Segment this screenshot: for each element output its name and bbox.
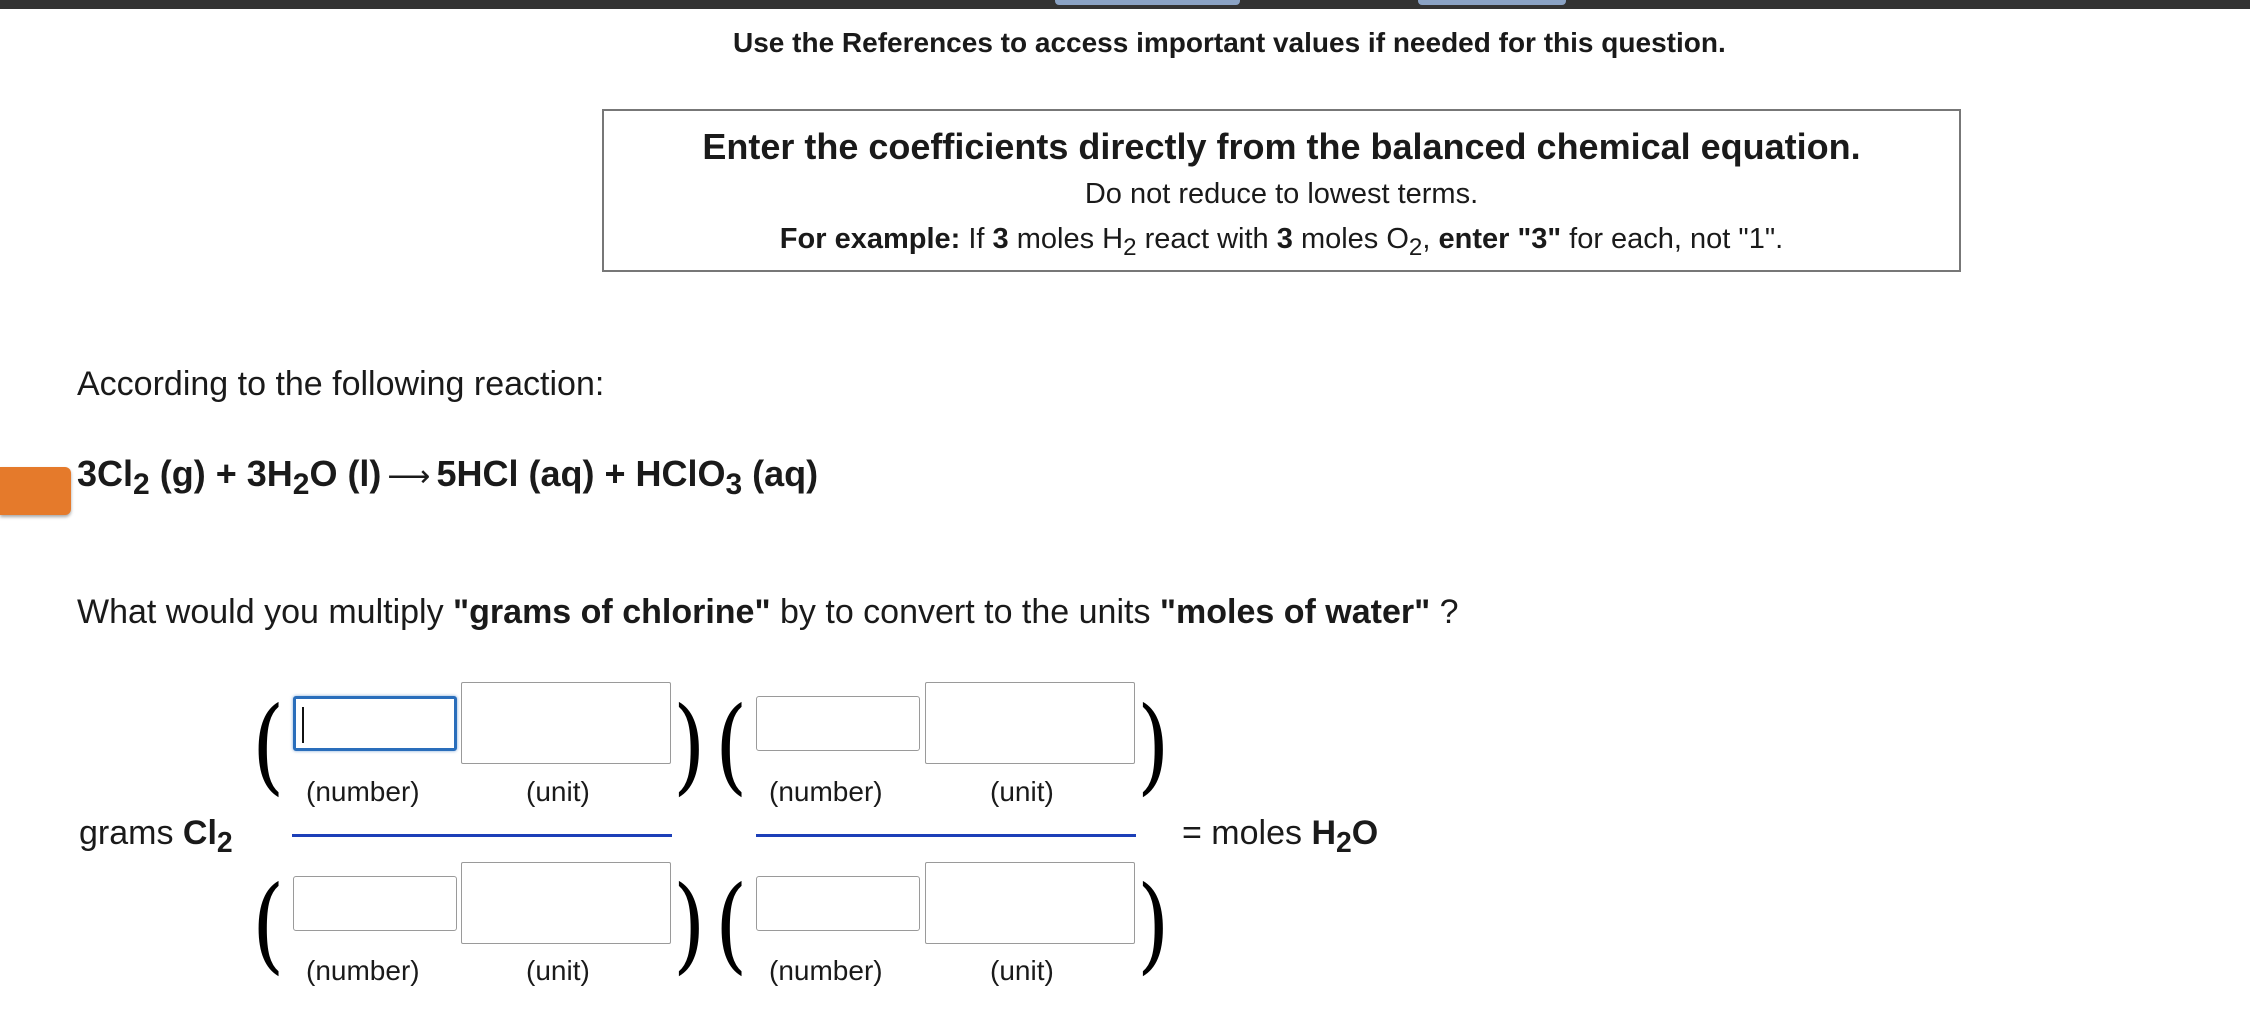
result-text: = moles bbox=[1182, 814, 1312, 852]
reactant-water: 3H bbox=[246, 453, 293, 494]
subscript: 2 bbox=[292, 468, 310, 502]
given-text: grams bbox=[79, 814, 183, 852]
example-text: react with bbox=[1136, 223, 1277, 255]
toolbar-tab-2[interactable] bbox=[1418, 0, 1566, 5]
result-formula: H bbox=[1311, 814, 1337, 852]
example-text: for each, not "1". bbox=[1561, 223, 1784, 255]
question-from-unit: "grams of chlorine" bbox=[453, 593, 771, 631]
question-to-unit: "moles of water" bbox=[1159, 593, 1431, 631]
left-paren-icon: ( bbox=[252, 684, 285, 806]
references-note: Use the References to access important values if needed for this question. bbox=[733, 27, 1726, 58]
question-part: ? bbox=[1430, 593, 1459, 631]
example-text: moles O bbox=[1292, 223, 1409, 255]
number-label: (number) bbox=[769, 776, 883, 807]
factor2-denominator-number-input[interactable] bbox=[756, 876, 920, 931]
number-label: (number) bbox=[769, 955, 883, 986]
factor1-denominator-unit-input[interactable] bbox=[461, 862, 671, 944]
example-subscript: 2 bbox=[1408, 233, 1423, 261]
instructions-title: Enter the coefficients directly from the balanced chemical equation. bbox=[702, 126, 1861, 167]
toolbar-tab-1[interactable] bbox=[1055, 0, 1240, 5]
example-enter: enter "3" bbox=[1438, 223, 1562, 255]
unit-label: (unit) bbox=[526, 955, 590, 986]
number-label: (number) bbox=[306, 955, 420, 986]
subscript: 2 bbox=[133, 468, 150, 502]
instructions-box bbox=[602, 109, 1961, 272]
reactant-chlorine: 3Cl bbox=[77, 453, 134, 494]
question-part: What would you multiply bbox=[77, 593, 454, 631]
given-formula: Cl bbox=[182, 814, 217, 852]
right-paren-icon: ) bbox=[673, 863, 706, 985]
instructions-example bbox=[604, 223, 1959, 262]
text-cursor bbox=[302, 707, 304, 743]
subscript: 2 bbox=[216, 826, 233, 859]
instructions-subtitle: Do not reduce to lowest terms. bbox=[1084, 178, 1479, 210]
number-label: (number) bbox=[306, 776, 420, 807]
example-text: moles H bbox=[1008, 223, 1124, 255]
right-paren-icon: ) bbox=[673, 684, 706, 806]
factor1-numerator-number-input[interactable] bbox=[293, 696, 457, 751]
fraction-line bbox=[756, 834, 1136, 837]
example-number: 3 bbox=[992, 223, 1009, 255]
result-quantity bbox=[1182, 814, 1378, 860]
equation-text: O (l) bbox=[309, 453, 382, 494]
left-paren-icon: ( bbox=[715, 684, 748, 806]
subscript: 3 bbox=[725, 468, 743, 502]
equation-text: (aq) bbox=[742, 453, 819, 494]
left-paren-icon: ( bbox=[252, 863, 285, 985]
subscript: 2 bbox=[1336, 826, 1352, 859]
factor2-denominator-unit-input[interactable] bbox=[925, 862, 1135, 944]
side-tab-button[interactable] bbox=[0, 467, 71, 515]
equation-text: (g) + bbox=[149, 453, 247, 494]
unit-label: (unit) bbox=[990, 955, 1054, 986]
question-part: by to convert to the units bbox=[770, 593, 1160, 631]
products: 5HCl (aq) + HClO bbox=[436, 453, 726, 494]
example-number: 3 bbox=[1276, 223, 1293, 255]
fraction-line bbox=[292, 834, 672, 837]
factor2-numerator-unit-input[interactable] bbox=[925, 682, 1135, 764]
question-text bbox=[77, 593, 1459, 632]
top-toolbar-strip bbox=[0, 0, 2250, 9]
example-label: For example: bbox=[779, 223, 961, 255]
reaction-arrow-icon: ⟶ bbox=[387, 460, 431, 493]
example-subscript: 2 bbox=[1123, 233, 1137, 261]
right-paren-icon: ) bbox=[1137, 684, 1170, 806]
example-text: If bbox=[960, 223, 993, 255]
given-quantity bbox=[79, 814, 233, 860]
right-paren-icon: ) bbox=[1137, 863, 1170, 985]
reaction-intro: According to the following reaction: bbox=[77, 365, 605, 403]
result-formula: O bbox=[1351, 814, 1379, 852]
example-text: , bbox=[1422, 223, 1439, 255]
left-paren-icon: ( bbox=[715, 863, 748, 985]
chemical-equation bbox=[77, 453, 818, 502]
unit-label: (unit) bbox=[990, 776, 1054, 807]
factor2-numerator-number-input[interactable] bbox=[756, 696, 920, 751]
unit-label: (unit) bbox=[526, 776, 590, 807]
factor1-denominator-number-input[interactable] bbox=[293, 876, 457, 931]
factor1-numerator-unit-input[interactable] bbox=[461, 682, 671, 764]
